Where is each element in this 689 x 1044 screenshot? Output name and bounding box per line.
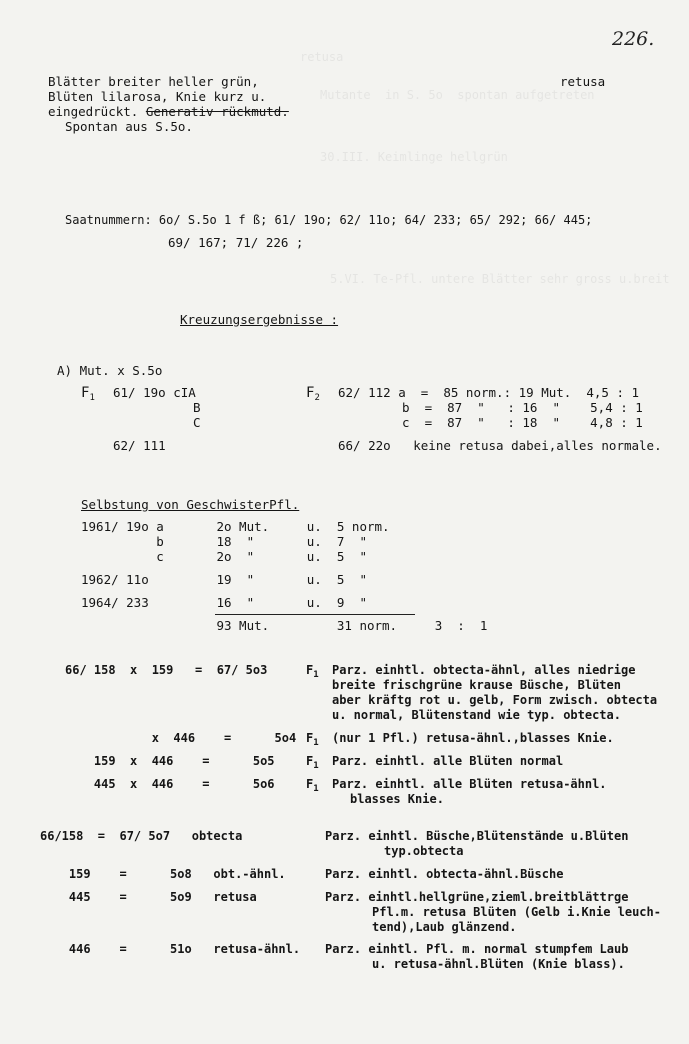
sum-rule [215,614,415,615]
cross-f1-label: $F_1$ [306,754,319,771]
header-line-3 [48,105,289,119]
cross-row-1: 66/ 158 x 159 = 67/ 5o3 [65,663,268,677]
cross-row-4: 445 x 446 = 5o6 [65,777,275,791]
result-desc: u. retusa-ähnl.Blüten (Knie blass). [372,957,625,971]
cross-desc: Parz. einhtl. alle Blüten normal [332,754,564,768]
f1-label: $F_1$ [81,385,95,403]
cross-desc: u. normal, Blütenstand wie typ. obtecta. [332,708,621,722]
section-a-label: A) Mut. x S.5o [57,363,163,378]
f2-line-2: b = 87 " : 16 " 5,4 : 1 [402,400,643,415]
result-desc: Parz. einhtl. obtecta-ähnl.Büsche [325,867,564,881]
result-left: 446 = 51o retusa-ähnl. [40,942,301,956]
selbstung-row: 1961/ 19o a 2o Mut. u. 5 norm. [81,519,390,534]
selbstung-row: c 2o " u. 5 " [81,549,367,564]
f1-line-2: B [193,400,201,415]
selbstung-total-row: 93 Mut. 31 norm. 3 : 1 [81,618,488,633]
bleed-through-text: Mutante in S. 5o spontan aufgetreten [320,88,595,102]
bleed-through-text: retusa [300,50,344,64]
result-desc: typ.obtecta [384,844,464,858]
cross-row-3: 159 x 446 = 5o5 [65,754,275,768]
page-number: 226. [612,28,655,50]
result-left: 159 = 5o8 obt.-ähnl. [40,867,286,881]
result-desc: Parz. einhtl. Pfl. m. normal stumpfem Laub [325,942,629,956]
f2-label: $F_2$ [306,385,320,403]
f2-line-3: c = 87 " : 18 " 4,8 : 1 [402,415,643,430]
struck-text: Generativ rückmutd. [145,104,289,119]
species-label: retusa [560,74,606,89]
result-desc: Parz. einhtl.hellgrüne,zieml.breitblättrge [325,890,629,904]
cross-desc: (nur 1 Pfl.) retusa-ähnl.,blasses Knie. [332,731,614,745]
cross-row-2: x 446 = 5o4 [65,731,297,745]
cross-f1-label: $F_1$ [306,731,319,748]
cross-f1-label: $F_1$ [306,663,319,680]
selbstung-row: 1962/ 11o 19 " u. 5 " [81,572,367,587]
header-line-1: Blätter breiter heller grün, [48,74,259,89]
f1-line-3: C [193,415,201,430]
result-left: 445 = 5o9 retusa [40,890,257,904]
bleed-through-text: 5.VI. Te-Pfl. untere Blätter sehr gross u.breit [330,272,670,286]
saat-line-1: Saatnummern: 6o/ S.5o 1 f ß; 61/ 19o; 62/ 11o; 64/ 233; 65/ 292; 66/ 445; [65,213,593,227]
cross-desc: breite frischgrüne krause Büsche, Blüten [332,678,621,692]
cross-f1-label: $F_1$ [306,777,319,794]
cross-desc: aber kräftg rot u. gelb, Form zwisch. obtecta [332,693,658,707]
f1-line-4: 62/ 111 [113,438,166,453]
section-title-kreuzung: Kreuzungsergebnisse : [180,312,339,327]
section-title-selbstung: Selbstung von GeschwisterPfl. [81,497,300,512]
header-line-3-text: eingedrückt. [48,104,146,119]
result-desc: Parz. einhtl. Büsche,Blütenstände u.Blüten [325,829,629,843]
cross-desc: Parz. einhtl. obtecta-ähnl, alles niedrige [332,663,636,677]
f2-line-4: 66/ 22o keine retusa dabei,alles normale. [338,438,662,453]
f2-line-1: 62/ 112 a = 85 norm.: 19 Mut. 4,5 : 1 [338,385,640,400]
bleed-through-text: 30.III. Keimlinge hellgrün [320,150,508,164]
cross-desc: blasses Knie. [350,792,444,806]
result-left: 66/158 = 67/ 5o7 obtecta [40,829,243,843]
saat-line-2: 69/ 167; 71/ 226 ; [168,235,304,250]
header-line-4: Spontan aus S.5o. [65,119,193,134]
selbstung-row: b 18 " u. 7 " [81,534,367,549]
f1-line-1: 61/ 19o cIA [113,385,196,400]
cross-desc: Parz. einhtl. alle Blüten retusa-ähnl. [332,777,607,791]
result-desc: tend),Laub glänzend. [372,920,517,934]
result-desc: Pfl.m. retusa Blüten (Gelb i.Knie leuch- [372,905,661,919]
selbstung-row: 1964/ 233 16 " u. 9 " [81,595,367,610]
header-line-2: Blüten lilarosa, Knie kurz u. [48,89,267,104]
